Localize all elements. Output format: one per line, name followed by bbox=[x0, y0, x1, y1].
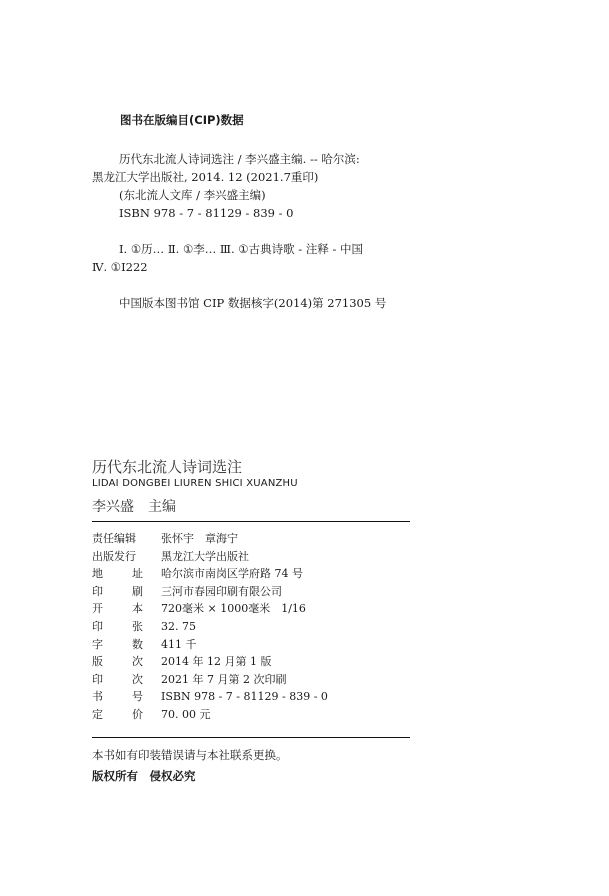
cip-line-3: (东北流人文库 / 李兴盛主编) bbox=[119, 188, 266, 202]
cip-line-4: ISBN 978 - 7 - 81129 - 839 - 0 bbox=[119, 206, 294, 220]
publication-info bbox=[92, 530, 410, 724]
replacement-note: 本书如有印装错误请与本社联系更换。 bbox=[92, 748, 288, 762]
info-label bbox=[92, 583, 143, 601]
info-label bbox=[92, 706, 143, 724]
info-row bbox=[92, 706, 410, 724]
info-label bbox=[92, 600, 143, 618]
info-label-text: 出版发行 bbox=[92, 549, 136, 563]
cip-line-5: Ⅰ. ①历… Ⅱ. ①李… Ⅲ. ①古典诗歌 - 注释 - 中国 bbox=[119, 242, 364, 256]
info-value: 720毫米 × 1000毫米 1/16 bbox=[161, 602, 306, 616]
info-value: 哈尔滨市南岗区学府路 74 号 bbox=[161, 567, 303, 581]
info-value: 黑龙江大学出版社 bbox=[161, 549, 249, 563]
info-label-text: 书 bbox=[92, 690, 103, 704]
info-label-text: 印 bbox=[92, 672, 103, 686]
info-row bbox=[92, 583, 410, 601]
info-value: 70. 00 元 bbox=[161, 707, 211, 721]
info-label bbox=[92, 636, 143, 654]
copyright-notice: 版权所有 侵权必究 bbox=[92, 769, 196, 783]
info-row bbox=[92, 653, 410, 671]
info-label-text: 责任编辑 bbox=[92, 532, 136, 545]
info-label-text: 址 bbox=[132, 567, 143, 581]
info-value: 张怀宇 章海宁 bbox=[161, 532, 238, 545]
info-label-text: 印 bbox=[92, 619, 103, 633]
info-label bbox=[92, 671, 143, 689]
info-label-text: 次 bbox=[132, 655, 143, 669]
info-label bbox=[92, 548, 143, 566]
info-label-text: 定 bbox=[92, 707, 103, 721]
cip-block bbox=[92, 150, 422, 312]
info-row bbox=[92, 600, 410, 618]
info-label-text: 刷 bbox=[132, 584, 143, 598]
info-label bbox=[92, 653, 143, 671]
info-value: ISBN 978 - 7 - 81129 - 839 - 0 bbox=[161, 690, 328, 704]
info-row bbox=[92, 565, 410, 583]
info-row bbox=[92, 688, 410, 706]
cip-heading: 图书在版编目(CIP)数据 bbox=[120, 113, 244, 127]
info-value: 32. 75 bbox=[161, 619, 196, 633]
info-row bbox=[92, 636, 410, 654]
cip-line-7: 中国版本图书馆 CIP 数据核字(2014)第 271305 号 bbox=[119, 296, 387, 310]
info-label-text: 价 bbox=[132, 707, 143, 721]
cip-line-2: 黑龙江大学出版社, 2014. 12 (2021.7重印) bbox=[92, 170, 319, 184]
info-label-text: 字 bbox=[92, 637, 103, 651]
info-value: 三河市春园印刷有限公司 bbox=[161, 584, 282, 598]
info-label bbox=[92, 618, 143, 636]
info-label-text: 印 bbox=[92, 584, 103, 598]
info-label-text: 版 bbox=[92, 655, 103, 669]
info-row bbox=[92, 548, 410, 566]
info-label bbox=[92, 688, 143, 706]
info-label-text: 开 bbox=[92, 602, 103, 616]
info-label-text: 张 bbox=[132, 619, 143, 633]
info-label-text: 次 bbox=[132, 672, 143, 686]
book-title-pinyin: LIDAI DONGBEI LIUREN SHICI XUANZHU bbox=[92, 478, 298, 489]
info-label bbox=[92, 565, 143, 583]
cip-line-6: Ⅳ. ①I222 bbox=[92, 260, 148, 274]
info-value: 411 千 bbox=[161, 637, 197, 651]
top-divider bbox=[92, 521, 410, 522]
info-row bbox=[92, 530, 410, 548]
book-title: 历代东北流人诗词选注 bbox=[92, 458, 243, 476]
cip-line-1: 历代东北流人诗词选注 / 李兴盛主编. -- 哈尔滨: bbox=[119, 152, 360, 166]
info-label bbox=[92, 530, 143, 548]
info-label-text: 号 bbox=[132, 690, 143, 704]
info-row bbox=[92, 671, 410, 689]
info-value: 2014 年 12 月第 1 版 bbox=[161, 655, 272, 669]
bottom-divider bbox=[92, 737, 410, 738]
book-author: 李兴盛 主编 bbox=[92, 499, 176, 515]
info-label-text: 数 bbox=[132, 637, 143, 651]
info-label-text: 地 bbox=[92, 567, 103, 581]
info-row bbox=[92, 618, 410, 636]
info-value: 2021 年 7 月第 2 次印刷 bbox=[161, 672, 287, 686]
info-label-text: 本 bbox=[132, 602, 143, 616]
